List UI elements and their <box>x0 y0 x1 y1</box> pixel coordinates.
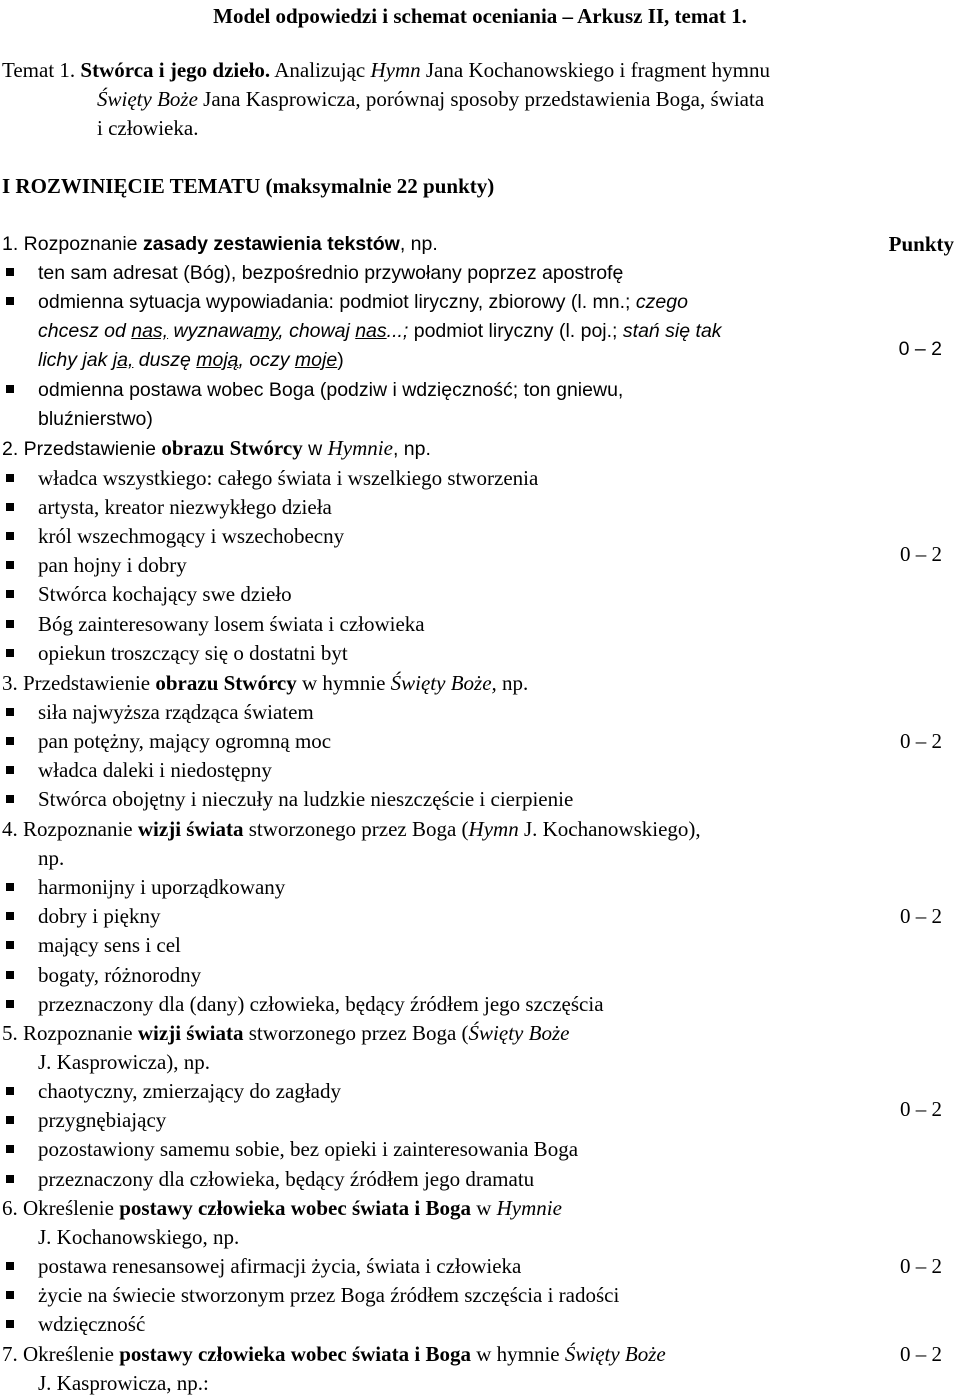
points-value: 0 – 2 <box>900 1097 942 1121</box>
bullet-icon <box>6 1291 14 1299</box>
bullet-icon <box>6 737 14 745</box>
list-item: władca daleki i niedostępny <box>38 758 272 782</box>
list-item: pozostawiony samemu sobie, bez opieki i zainteresowania Boga <box>38 1137 579 1161</box>
list-item: siła najwyższa rządząca światem <box>38 700 314 724</box>
list-item: wdzięczność <box>38 1312 146 1336</box>
points-value: 0 – 2 <box>898 338 942 360</box>
bullet-icon <box>6 766 14 774</box>
bullet-icon <box>6 1175 14 1183</box>
bullet-icon <box>6 268 14 276</box>
points-value: 0 – 2 <box>900 542 942 566</box>
item-2-heading: 2. Przedstawienie obrazu Stwórcy w Hymnie, np. <box>2 436 431 460</box>
bullet-icon <box>6 620 14 628</box>
list-item: chaotyczny, zmierzający do zagłady <box>38 1079 341 1103</box>
list-item-continuation: lichy jak ja, duszę moją, oczy moje) <box>38 349 344 371</box>
list-item-continuation: bluźnierstwo) <box>38 408 153 430</box>
bullet-icon <box>6 971 14 979</box>
list-item: władca wszystkiego: całego świata i wszelkiego stworzenia <box>38 466 539 490</box>
list-item-continuation: chcesz od nas, wyznawamy, chowaj nas...; podmiot liryczny (l. poj.; stań się tak <box>38 320 722 342</box>
points-value: 0 – 2 <box>900 1254 942 1278</box>
list-item: dobry i piękny <box>38 904 161 928</box>
list-item: przygnębiający <box>38 1108 167 1132</box>
document-title: Model odpowiedzi i schemat oceniania – Arkusz II, temat 1. <box>213 4 747 28</box>
list-item: odmienna postawa wobec Boga (podziw i wdzięczność; ton gniewu, <box>38 379 624 401</box>
item-4-heading: 4. Rozpoznanie wizji świata stworzonego przez Boga (Hymn J. Kochanowskiego), <box>2 817 701 841</box>
list-item: przeznaczony dla człowieka, będący źródłem jego dramatu <box>38 1167 535 1191</box>
topic-title: Stwórca i jego dzieło. <box>80 58 271 82</box>
bullet-icon <box>6 532 14 540</box>
bullet-icon <box>6 561 14 569</box>
item-3-heading: 3. Przedstawienie obrazu Stwórcy w hymnie Święty Boże, np. <box>2 671 529 695</box>
list-item: Bóg zainteresowany losem świata i człowieka <box>38 612 425 636</box>
bullet-icon <box>6 1145 14 1153</box>
list-item: Stwórca obojętny i nieczuły na ludzkie nieszczęście i cierpienie <box>38 787 574 811</box>
item-4-heading-continuation: np. <box>38 846 65 870</box>
topic-line-1: Temat 1. Stwórca i jego dzieło. Analizując Hymn Jana Kochanowskiego i fragment hymnu <box>2 58 770 82</box>
bullet-icon <box>6 912 14 920</box>
bullet-icon <box>6 590 14 598</box>
bullet-icon <box>6 795 14 803</box>
list-item: przeznaczony dla (dany) człowieka, będący źródłem jego szczęścia <box>38 992 604 1016</box>
list-item: pan potężny, mający ogromną moc <box>38 729 332 753</box>
list-item: harmonijny i uporządkowany <box>38 875 286 899</box>
item-5-heading: 5. Rozpoznanie wizji świata stworzonego przez Boga (Święty Boże <box>2 1021 570 1045</box>
bullet-icon <box>6 297 14 305</box>
item-5-heading-continuation: J. Kasprowicza), np. <box>38 1050 211 1074</box>
bullet-icon <box>6 1262 14 1270</box>
list-item: Stwórca kochający swe dzieło <box>38 582 292 606</box>
topic-line-3: i człowieka. <box>97 116 199 140</box>
list-item: mający sens i cel <box>38 933 181 957</box>
list-item: bogaty, różnorodny <box>38 963 202 987</box>
list-item: ten sam adresat (Bóg), bezpośrednio przywołany poprzez apostrofę <box>38 262 624 284</box>
item-6-heading: 6. Określenie postawy człowieka wobec świata i Boga w Hymnie <box>2 1196 562 1220</box>
item-7-heading: 7. Określenie postawy człowieka wobec świata i Boga w hymnie Święty Boże <box>2 1342 666 1366</box>
points-value: 0 – 2 <box>900 1342 942 1366</box>
list-item: postawa renesansowej afirmacji życia, świata i człowieka <box>38 1254 522 1278</box>
item-7-heading-continuation: J. Kasprowicza, np.: <box>38 1371 209 1395</box>
bullet-icon <box>6 708 14 716</box>
bullet-icon <box>6 474 14 482</box>
bullet-icon <box>6 941 14 949</box>
item-1-heading: 1. Rozpoznanie zasady zestawienia tekstów, np. <box>2 233 438 255</box>
list-item: król wszechmogący i wszechobecny <box>38 524 345 548</box>
points-value: 0 – 2 <box>900 729 942 753</box>
points-value: 0 – 2 <box>900 904 942 928</box>
list-item: odmienna sytuacja wypowiadania: podmiot liryczny, zbiorowy (l. mn.; czego <box>38 291 688 313</box>
topic-line-2: Święty Boże Jana Kasprowicza, porównaj sposoby przedstawienia Boga, świata <box>97 87 765 111</box>
bullet-icon <box>6 649 14 657</box>
list-item: artysta, kreator niezwykłego dzieła <box>38 495 332 519</box>
points-header: Punkty <box>888 232 954 256</box>
bullet-icon <box>6 1087 14 1095</box>
list-item: pan hojny i dobry <box>38 553 187 577</box>
bullet-icon <box>6 1000 14 1008</box>
section-heading: I ROZWINIĘCIE TEMATU (maksymalnie 22 punkty) <box>2 174 495 198</box>
bullet-icon <box>6 503 14 511</box>
bullet-icon <box>6 385 14 393</box>
list-item: życie na świecie stworzonym przez Boga źródłem szczęścia i radości <box>38 1283 620 1307</box>
item-6-heading-continuation: J. Kochanowskiego, np. <box>38 1225 240 1249</box>
bullet-icon <box>6 883 14 891</box>
bullet-icon <box>6 1116 14 1124</box>
list-item: opiekun troszczący się o dostatni byt <box>38 641 348 665</box>
bullet-icon <box>6 1320 14 1328</box>
